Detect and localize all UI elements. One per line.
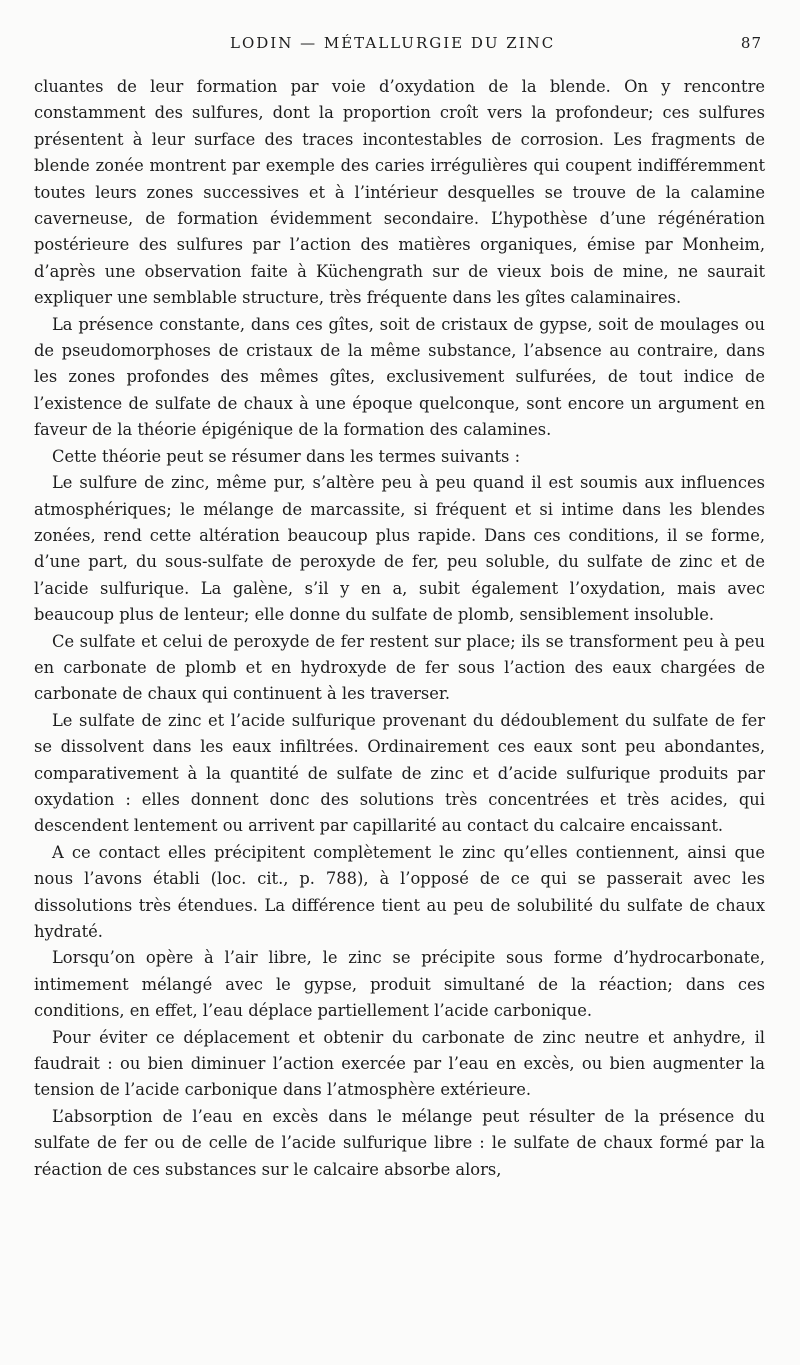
paragraph-zinc-sulfide-alteration: Le sulfure de zinc, même pur, s’altère peu à peu quand il est soumis aux influences atmosphériques; le mélange de marcassite, si fréquent et si intime dans les blendes zonées, rend cette altération beaucoup plus rapide. Dans ces conditions, il se forme, d’une part, du sous-sulfate de peroxyde de fer, peu soluble, du sulfate de zinc et de l’acide sulfurique. La galène, s’il y en a, subit également l’oxydation, mais avec beaucoup plus de lenteur; elle donne du sulfate de plomb, sensiblement insoluble. <box>34 473 765 625</box>
paragraph-continuation: cluantes de leur formation par voie d’oxydation de la blende. On y rencontre constamment des sulfures, dont la proportion croît vers la profondeur; ces sulfures présentent à leur surface des traces incontestables de corrosion. Les fragments de blende zonée montrent par exemple des caries irrégulières qui coupent indifféremment toutes leurs zones successives et à l’intérieur desquelles se trouve de la calamine caverneuse, de formation évidemment secondaire. L’hypothèse d’une régénération postérieure des sulfures par l’action des matières organiques, émise par Monheim, d’après une observation faite à Küchengrath sur de vieux bois de mine, ne saurait expliquer une semblable structure, très fréquente dans les gîtes calaminaires. <box>34 77 765 308</box>
running-title: LODIN — MÉTALLURGIE DU ZINC <box>230 34 556 52</box>
paragraph-neutral-carbonate: Pour éviter ce déplacement et obtenir du carbonate de zinc neutre et anhydre, il faudrait : ou bien diminuer l’action exercée par l’eau en excès, ou bien augmenter la tension de l’acide carbonique dans l’atmosphère extérieure. <box>34 1027 765 1100</box>
paragraph-zinc-sulfate-solution: Le sulfate de zinc et l’acide sulfurique provenant du dédoublement du sulfate de fer se dissolvent dans les eaux infiltrées. Ordinairement ces eaux sont peu abondantes, comparativement à la quantité de sulfate de zinc et d’acide sulfurique produits par oxydation : elles donnent donc des solutions très concentrées et très acides, qui descendent lentement ou arrivent par capillarité au contact du calcaire encaissant. <box>34 710 765 836</box>
paragraph-sulfate-transformation: Ce sulfate et celui de peroxyde de fer restent sur place; ils se transforment peu à peu en carbonate de plomb et en hydroxyde de fer sous l’action des eaux chargées de carbonate de chaux qui continuent à les traverser. <box>34 631 765 704</box>
paragraph-water-absorption: L’absorption de l’eau en excès dans le mélange peut résulter de la présence du sulfate de fer ou de celle de l’acide sulfurique libre : le sulfate de chaux formé par la réaction de ces substances sur le calcaire absorbe alors, <box>34 1106 765 1179</box>
paragraph-open-air: Lorsqu’on opère à l’air libre, le zinc se précipite sous forme d’hydrocarbonate, intimement mélangé avec le gypse, produit simultané de la réaction; dans ces conditions, en effet, l’eau déplace partiellement l’acide carbonique. <box>34 948 765 1021</box>
paragraph-theory-intro: Cette théorie peut se résumer dans les termes suivants : <box>52 446 521 466</box>
page-number: 87 <box>740 34 762 52</box>
paragraph-precipitation: A ce contact elles précipitent complètement le zinc qu’elles contiennent, ainsi que nous l’avons établi (loc. cit., p. 788), à l’opposé de ce qui se passerait avec les dissolutions très étendues. La différence tient au peu de solubilité du sulfate de chaux hydraté. <box>34 842 765 941</box>
body-text <box>34 74 765 1183</box>
paragraph-gypse-evidence: La présence constante, dans ces gîtes, soit de cristaux de gypse, soit de moulages ou de pseudomorphoses de cristaux de la même substance, l’absence au contraire, dans les zones profondes des mêmes gîtes, exclusivement sulfurées, de tout indice de l’existence de sulfate de chaux à une époque quelconque, sont encore un argument en faveur de la théorie épigénique de la formation des calamines. <box>34 314 765 440</box>
running-header <box>34 34 764 58</box>
